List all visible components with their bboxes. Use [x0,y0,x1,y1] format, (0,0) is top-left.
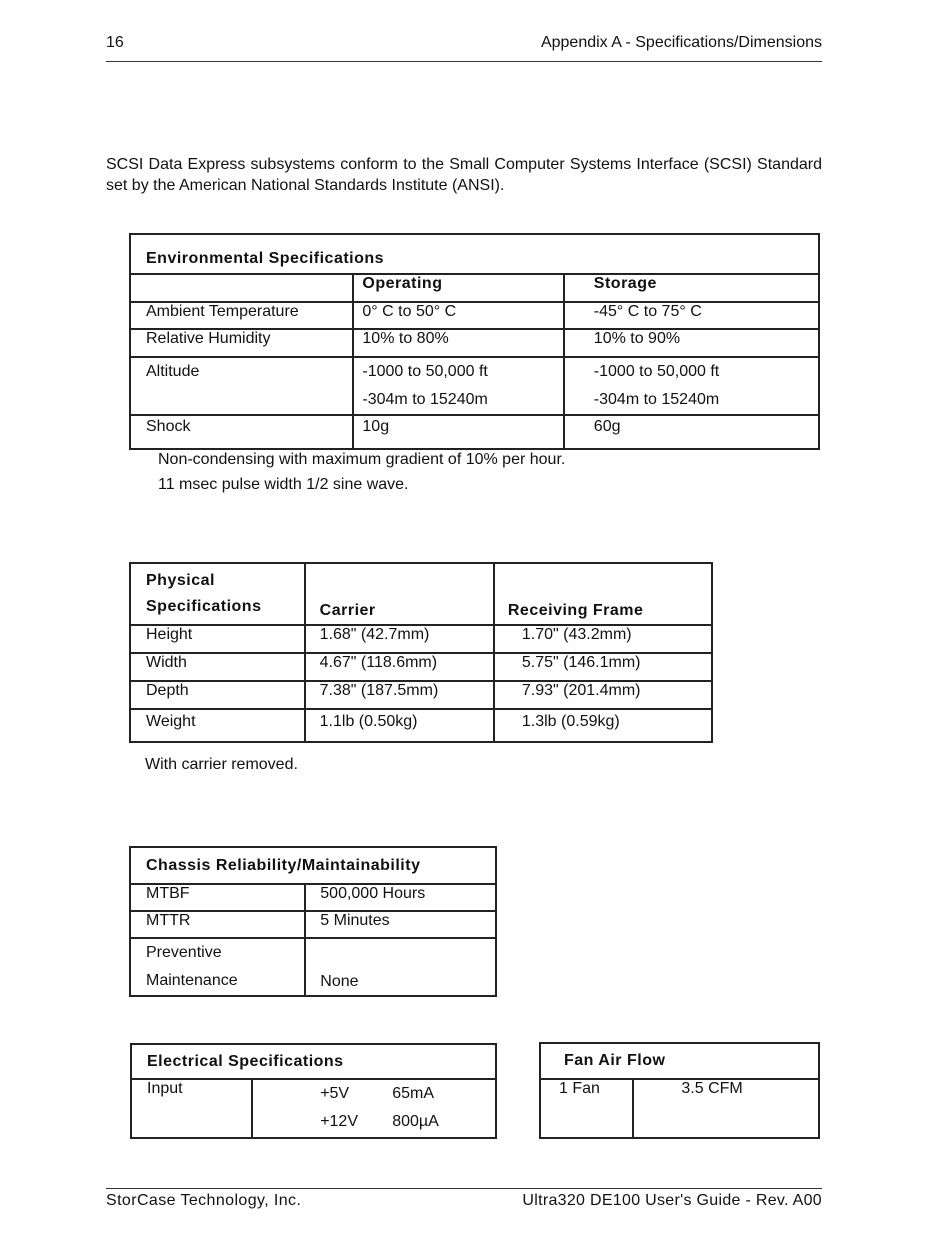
storage-value-line1: -1000 to 50,000 ft [593,363,720,380]
row-label: Height [130,625,305,653]
footer-doc-title: Ultra320 DE100 User's Guide - Rev. A00 [522,1192,822,1209]
physical-title-line1: Physical [146,572,215,589]
frame-value: 1.3lb (0.59kg) [494,709,712,742]
row-label [130,357,353,415]
row-value: 3.5 CFM [633,1079,819,1138]
row-values [252,1079,496,1138]
col-storage: Storage [564,274,819,302]
page-number: 16 [106,34,124,51]
storage-value: -45° C to 75° C [564,302,819,329]
voltage: +12V [320,1113,358,1130]
row-label: Shock [130,415,353,449]
carrier-value: 4.67" (118.6mm) [305,653,494,681]
operating-value: 10% to 80% [353,329,563,357]
row-label: Relative Humidity [130,329,353,357]
physical-title [130,563,305,625]
voltage: +5V [320,1085,350,1102]
operating-value-line2: -304m to 15240m [362,391,488,408]
footer-rule [106,1188,822,1189]
row-value: 5 Minutes [305,911,496,938]
electrical-title: Electrical Specifications [131,1044,496,1079]
environmental-note-1: Non-condensing with maximum gradient of 10% per hour. [158,451,566,468]
carrier-value: 1.68" (42.7mm) [305,625,494,653]
chassis-table [129,846,497,997]
row-label-text: Altitude [146,363,200,380]
frame-value: 5.75" (146.1mm) [494,653,712,681]
current: 800µA [392,1113,439,1130]
chassis-title: Chassis Reliability/Maintainability [130,847,496,884]
row-label: 1 Fan [540,1079,633,1138]
row-label: Input [131,1079,252,1138]
row-label: Ambient Temperature [130,302,353,329]
page-header-title: Appendix A - Specifications/Dimensions [540,34,822,51]
environmental-title: Environmental Specifications [130,234,819,274]
carrier-value: 1.1lb (0.50kg) [305,709,494,742]
fan-title: Fan Air Flow [540,1043,819,1079]
row-value: 500,000 Hours [305,884,496,911]
frame-value: 1.70" (43.2mm) [494,625,712,653]
row-label [130,938,305,996]
storage-value: 10% to 90% [564,329,819,357]
storage-value: 60g [564,415,819,449]
voltage-line-1 [320,1080,495,1108]
physical-note: With carrier removed. [145,756,298,773]
physical-table [129,562,713,743]
col-receiving-frame: Receiving Frame [494,563,712,625]
environmental-table [129,233,820,450]
environmental-note-2: 11 msec pulse width 1/2 sine wave. [158,476,409,493]
col-carrier: Carrier [305,563,494,625]
header-empty-cell [130,274,353,302]
row-label-line2: Maintenance [146,972,238,989]
row-label-line1: Preventive [146,944,222,961]
operating-value: 0° C to 50° C [353,302,563,329]
col-operating: Operating [353,274,563,302]
operating-value-line1: -1000 to 50,000 ft [362,363,488,380]
intro-paragraph: SCSI Data Express subsystems conform to the Small Computer Systems Interface (SCSI) Standard set by the American National Standards Institute (ANSI). [106,156,822,194]
operating-value: 10g [353,415,563,449]
physical-title-line2: Specifications [146,598,262,615]
row-label: MTTR [130,911,305,938]
row-label: Weight [130,709,305,742]
header-rule [106,61,822,62]
frame-value: 7.93" (201.4mm) [494,681,712,709]
carrier-value: 7.38" (187.5mm) [305,681,494,709]
voltage-line-2 [320,1108,495,1136]
row-label: MTBF [130,884,305,911]
storage-value [564,357,819,415]
footer-company: StorCase Technology, Inc. [106,1192,302,1209]
row-value: None [305,938,496,996]
electrical-table [130,1043,497,1139]
operating-value [353,357,563,415]
row-label: Width [130,653,305,681]
storage-value-line2: -304m to 15240m [593,391,720,408]
current: 65mA [392,1085,434,1102]
fan-table [539,1042,820,1139]
row-label: Depth [130,681,305,709]
